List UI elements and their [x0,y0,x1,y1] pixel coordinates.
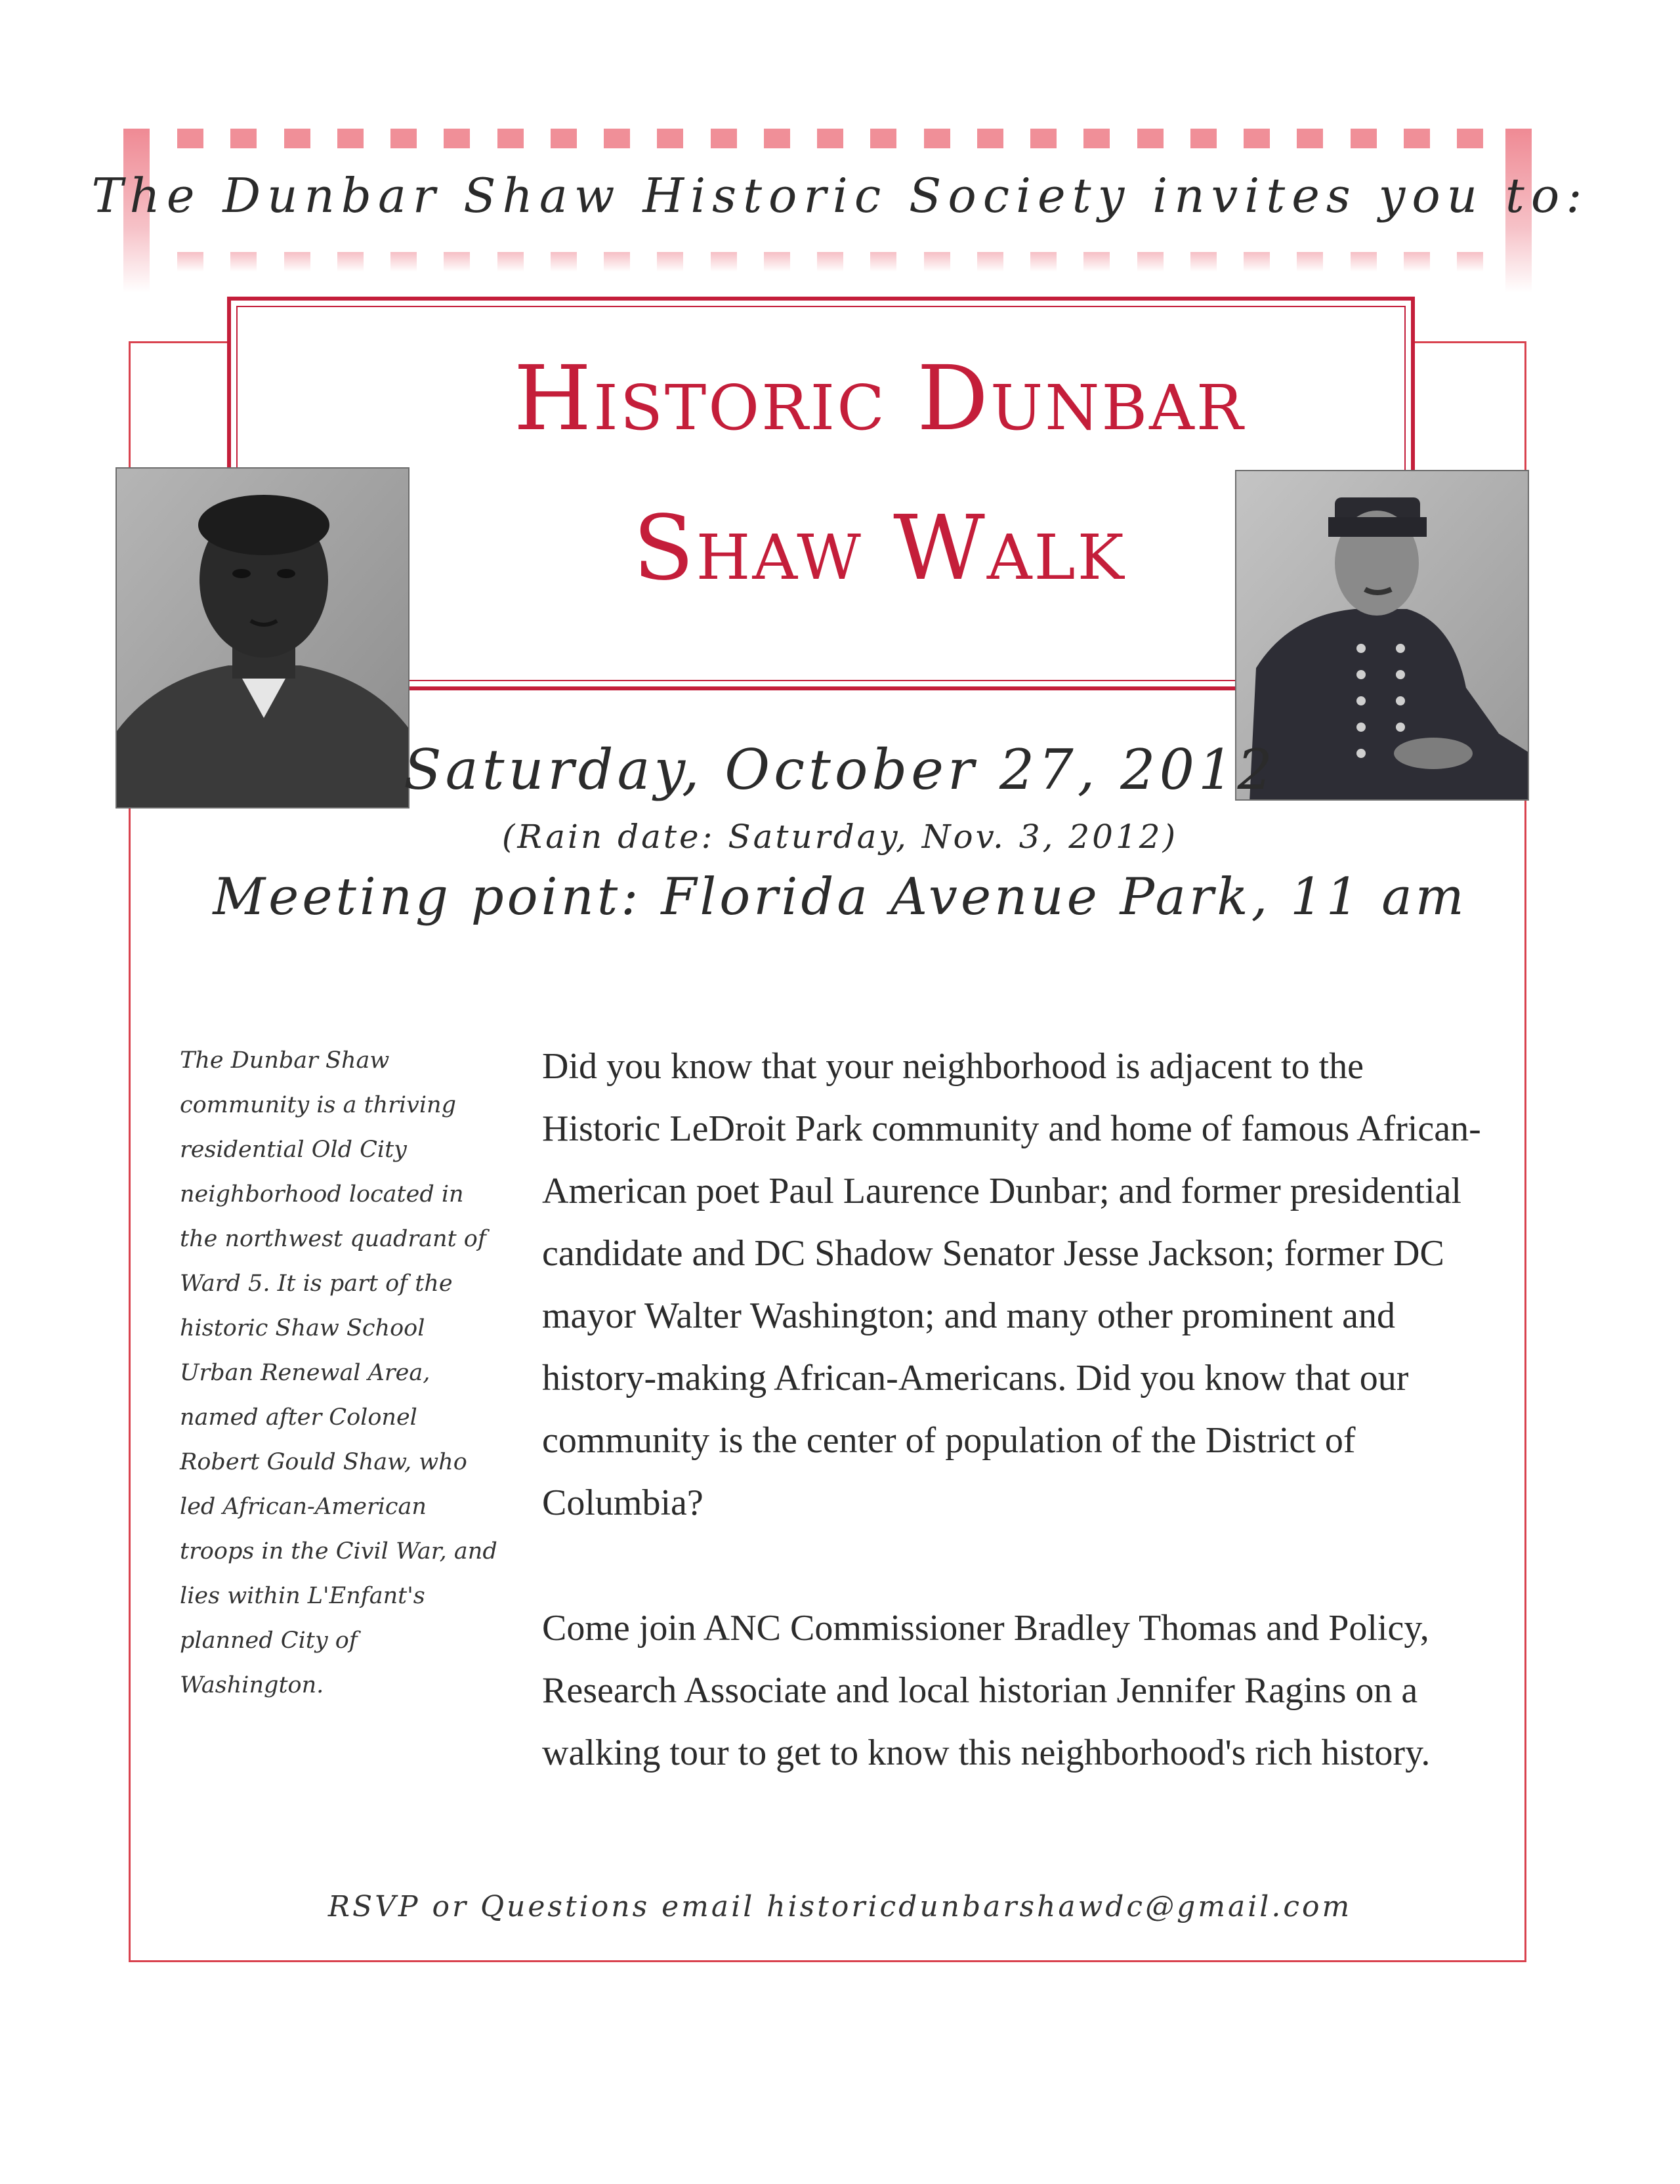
rsvp-line: RSVP or Questions email historicdunbarshawdc@gmail.com [327,1890,1353,1923]
main-body [542,1036,1487,1784]
title-line-2: Shaw Walk [633,497,1126,600]
sidebar-text: The Dunbar Shaw community is a thriving residential Old City neighborhood located in the northwest quadrant of Ward 5. It is part of the historic Shaw School Urban Renewal Area, named after Colonel Robert Gould Shaw, who led African-American troops in the Civil War, and lies within L'Enfant's planned City of Washington. [180,1047,497,1698]
decorative-square-row-bottom [177,252,1483,272]
sidebar-description [180,1038,501,1708]
decorative-square-row-top [177,129,1483,148]
body-paragraph-2: Come join ANC Commissioner Bradley Thomas and Policy, Research Associate and local historian Jennifer Ragins on a walking tour to get to know this neighborhood's rich history. [542,1608,1431,1773]
title-line-1: Historic Dunbar [513,347,1246,451]
rain-date: (Rain date: Saturday, Nov. 3, 2012) [501,818,1179,856]
invite-line: The Dunbar Shaw Historic Society invites you to: [91,168,1589,223]
event-date: Saturday, October 27, 2012 [404,738,1276,802]
meeting-point: Meeting point: Florida Avenue Park, 11 am [213,868,1467,927]
body-paragraph-1: Did you know that your neighborhood is adjacent to the Historic LeDroit Park community and home of famous African-American poet Paul Laurence Dunbar; and former presidential candidate and DC Shadow Senator Jesse Jackson; former DC mayor Walter Washington; and many other prominent and history-making African-Americans. Did you know that our community is the center of population of the District of Columbia? [542,1046,1481,1523]
